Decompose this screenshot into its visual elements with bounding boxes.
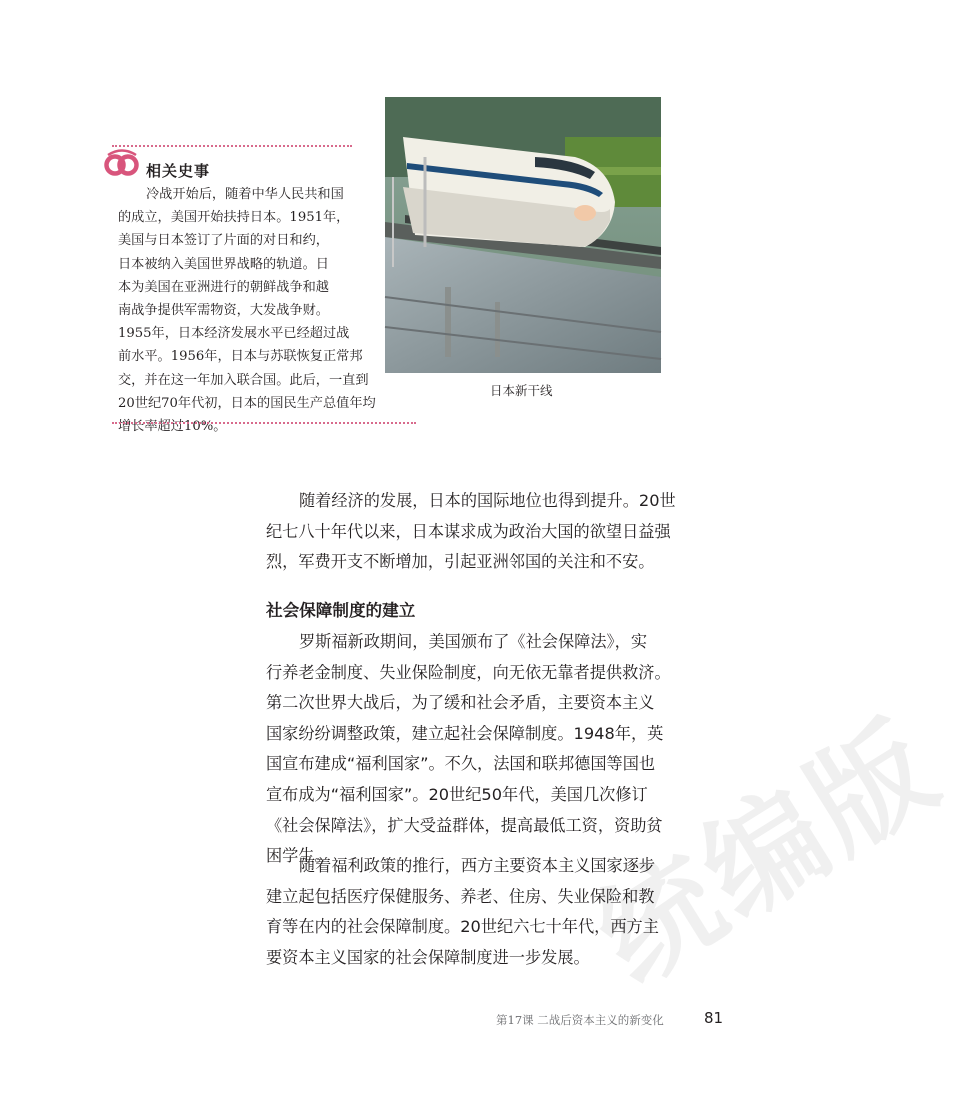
sidebox-line: 增长率超过10%。 — [118, 419, 227, 435]
related-history-icon — [104, 148, 140, 182]
footer-lesson-title: 第17课 二战后资本主义的新变化 — [496, 1013, 664, 1027]
text-line: 行养老金制度、失业保险制度，向无依无靠者提供救济。 — [266, 662, 671, 682]
shinkansen-illustration — [385, 97, 661, 373]
shinkansen-photo — [385, 97, 661, 373]
text-line: 随着经济的发展，日本的国际地位也得到提升。20世 — [299, 491, 676, 510]
section-heading: 社会保障制度的建立 — [266, 601, 416, 620]
sidebox-line: 的成立，美国开始扶持日本。1951年， — [118, 210, 350, 226]
text-line: 罗斯福新政期间，美国颁布了《社会保障法》，实 — [299, 632, 648, 651]
text-line: 烈，军费开支不断增加，引起亚洲邻国的关注和不安。 — [266, 552, 655, 572]
sidebox-title: 相关史事 — [146, 162, 211, 180]
text-line: 国宣布建成“福利国家”。不久，法国和联邦德国等国也 — [266, 754, 656, 774]
text-line: 育等在内的社会保障制度。20世纪六七十年代，西方主 — [266, 917, 659, 937]
text-line: 国家纷纷调整政策，建立起社会保障制度。1948年，英 — [266, 723, 664, 743]
text-line: 《社会保障法》，扩大受益群体，提高最低工资，资助贫 — [266, 815, 663, 835]
text-line: 随着福利政策的推行，西方主要资本主义国家逐步 — [299, 856, 656, 875]
sidebox-line: 美国与日本签订了片面的对日和约， — [118, 233, 329, 249]
sidebox-line: 日本被纳入美国世界战略的轨道。日 — [118, 256, 329, 272]
sidebox-line: 本为美国在亚洲进行的朝鲜战争和越 — [118, 279, 329, 295]
text-line: 建立起包括医疗保健服务、养老、住房、失业保险和教 — [266, 886, 655, 906]
text-line: 困学生。 — [266, 846, 331, 866]
sidebox-line: 前水平。1956年，日本与苏联恢复正常邦 — [118, 349, 363, 365]
sidebox-top-rule — [112, 145, 352, 147]
text-line: 要资本主义国家的社会保障制度进一步发展。 — [266, 947, 590, 967]
photo-caption: 日本新干线 — [490, 383, 553, 398]
sidebox-bottom-rule — [112, 422, 416, 424]
page-number: 81 — [704, 1009, 724, 1027]
paragraph-international-status — [266, 486, 726, 578]
watermark: 统编版 — [573, 694, 963, 1010]
sidebox-line: 1955年，日本经济发展水平已经超过战 — [118, 326, 350, 342]
text-line: 第二次世界大战后，为了缓和社会矛盾，主要资本主义 — [266, 693, 655, 713]
sidebox-line: 20世纪70年代初，日本的国民生产总值年均 — [118, 395, 376, 411]
sidebox-line: 冷战开始后，随着中华人民共和国 — [146, 187, 344, 202]
sidebox-body — [118, 183, 398, 438]
text-line: 纪七八十年代以来，日本谋求成为政治大国的欲望日益强 — [266, 521, 671, 541]
text-line: 宣布成为“福利国家”。20世纪50年代，美国几次修订 — [266, 784, 648, 804]
sidebox-line: 南战争提供军需物资，大发战争财。 — [118, 303, 329, 319]
sidebox-line: 交，并在这一年加入联合国。此后，一直到 — [118, 372, 369, 388]
